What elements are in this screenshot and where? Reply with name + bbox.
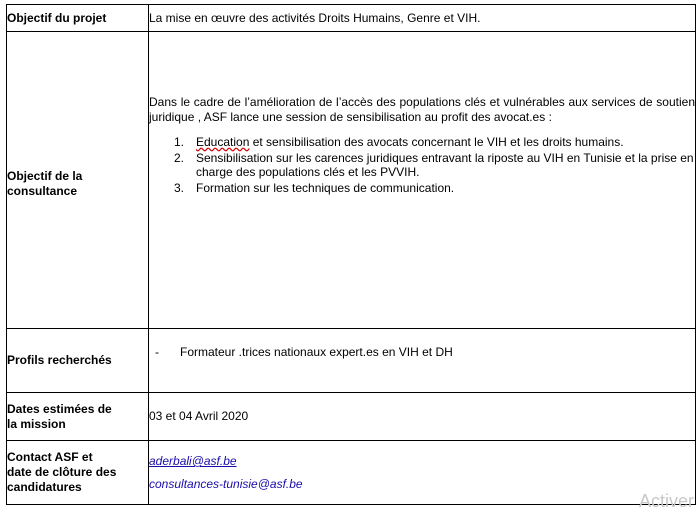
row-contact <box>7 441 696 505</box>
label-dates <box>7 393 149 441</box>
objectives-list <box>149 135 695 195</box>
misspelled-word: Education <box>196 135 250 149</box>
consultancy-table <box>6 4 696 505</box>
dash-bullet: - <box>155 345 159 359</box>
label-line: consultance <box>7 184 78 198</box>
email-line <box>149 477 695 492</box>
row-profils <box>7 329 696 393</box>
label-line: candidatures <box>7 480 82 494</box>
list-item <box>174 135 695 149</box>
label-objectif-consultance <box>7 32 149 329</box>
value-objectif-consultance <box>149 32 696 329</box>
label-line: Contact ASF et <box>7 450 93 464</box>
label-contact <box>7 441 149 505</box>
intro-paragraph: Dans le cadre de l’amélioration de l’accès des populations clés et vulnérables aux services de soutien juridique , ASF lance une session de sensibilisation au profit des avocat.es : <box>149 95 695 124</box>
list-text: Formation sur les techniques de communication. <box>196 181 455 195</box>
label-line: date de clôture des <box>7 465 117 479</box>
list-text: et sensibilisation des avocats concernant le VIH et les droits humains. <box>249 135 624 149</box>
row-objectif-projet <box>7 5 696 32</box>
profile-line <box>156 345 695 360</box>
label-objectif-projet: Objectif du projet <box>7 5 149 32</box>
value-profils <box>149 329 696 393</box>
list-item <box>174 181 695 195</box>
value-contact <box>149 441 696 505</box>
row-dates <box>7 393 696 441</box>
activation-watermark: Activer <box>639 491 695 511</box>
label-line: Objectif de la <box>7 169 83 183</box>
email-line <box>149 454 695 477</box>
profile-text: Formateur .trices nationaux expert.es en VIH et DH <box>180 345 453 359</box>
label-line: Dates estimées de <box>7 401 112 416</box>
email-text: consultances-tunisie@asf.be <box>149 477 303 491</box>
value-objectif-projet: La mise en œuvre des activités Droits Humains, Genre et VIH. <box>149 5 696 32</box>
label-line: la mission <box>7 416 66 431</box>
list-number: 2. <box>174 151 185 165</box>
row-objectif-consultance <box>7 32 696 329</box>
list-item <box>174 151 695 179</box>
label-profils: Profils recherchés <box>7 329 149 393</box>
value-dates: 03 et 04 Avril 2020 <box>149 393 696 441</box>
list-number: 3. <box>174 181 185 195</box>
list-text: Sensibilisation sur les carences juridiques entravant la riposte au VIH en Tunisie et la prise en charge des populations clés et les PVVIH. <box>196 151 694 179</box>
email-link[interactable]: aderbali@asf.be <box>149 454 237 468</box>
list-number: 1. <box>174 135 185 149</box>
